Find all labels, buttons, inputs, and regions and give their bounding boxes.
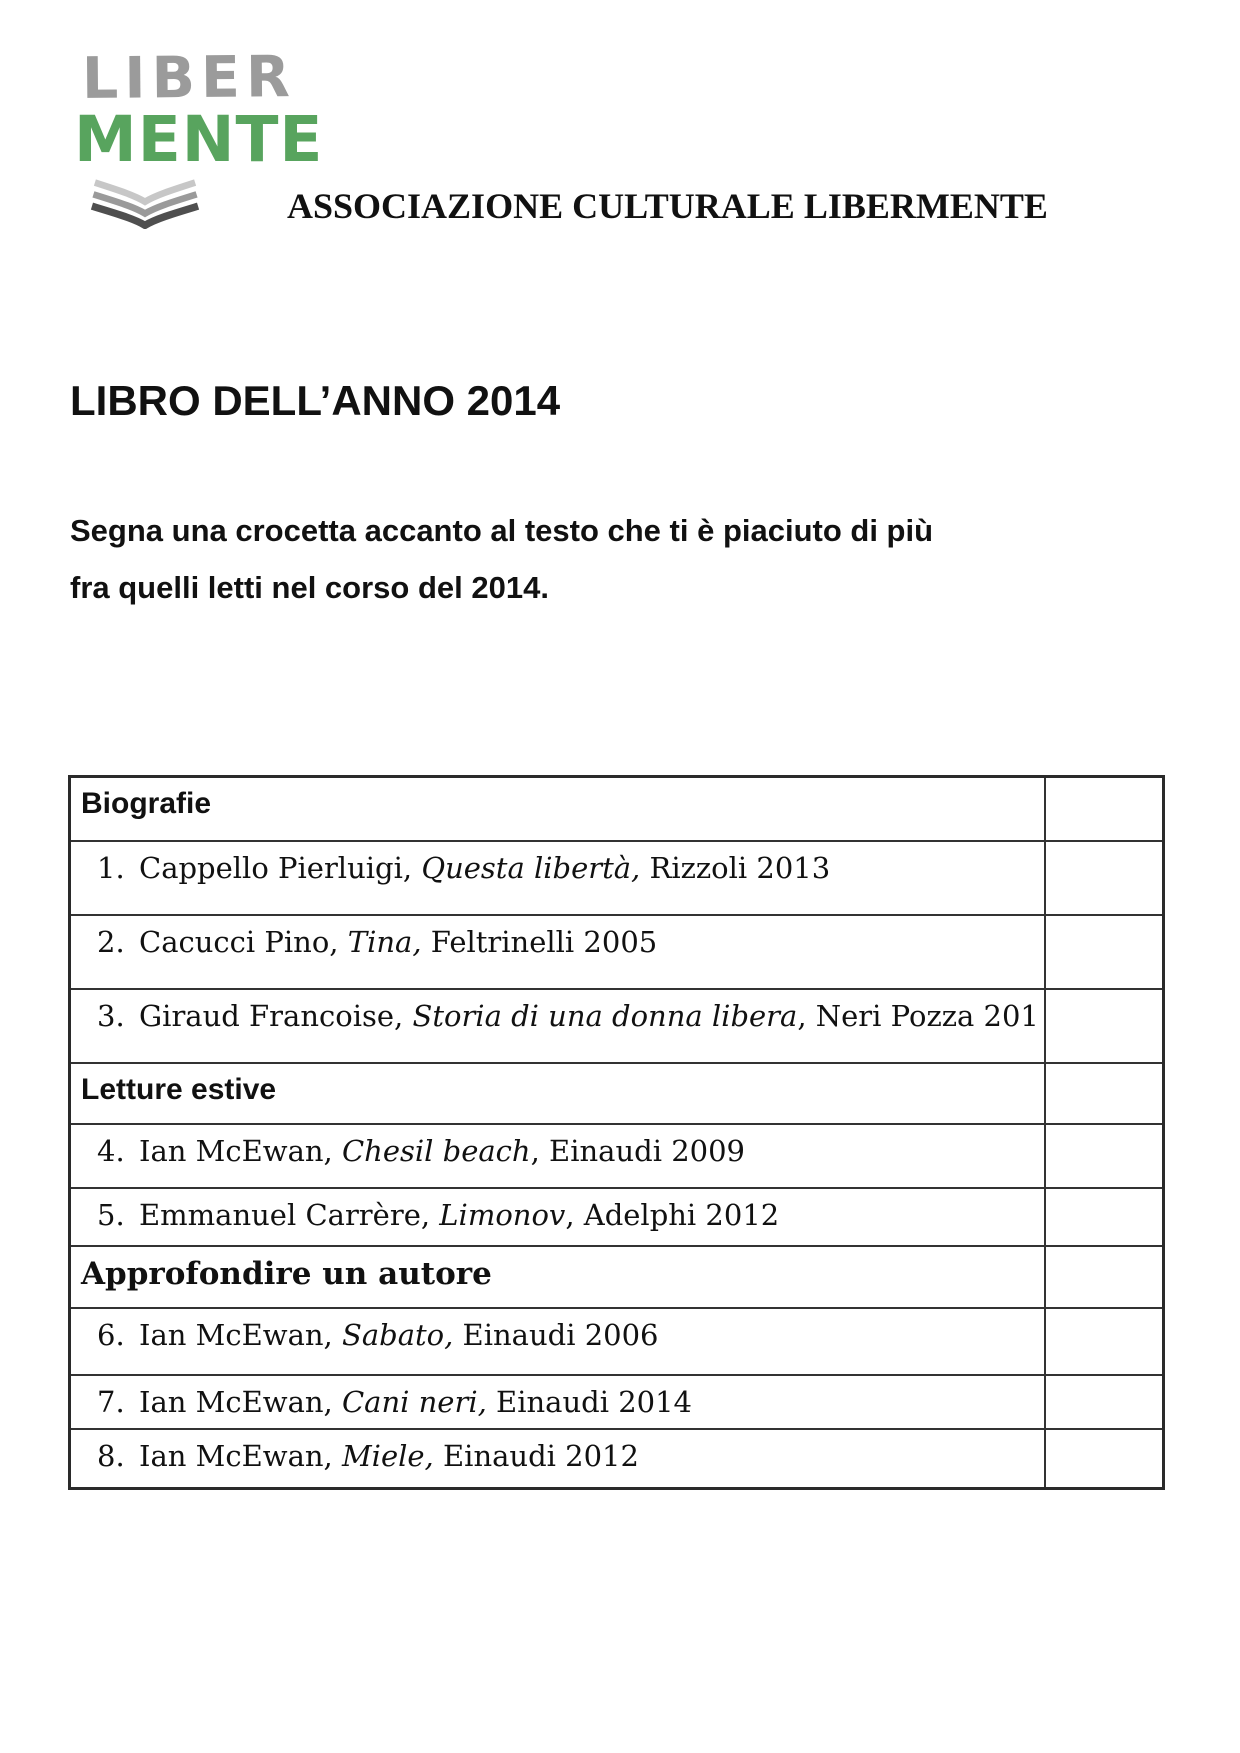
book-text: Einaudi 2006	[453, 1317, 659, 1352]
book-text: Cacucci Pino,	[139, 924, 348, 959]
book-text: , Adelphi 2012	[565, 1197, 780, 1232]
check-cell[interactable]	[1045, 841, 1164, 915]
book-title: Questa libertà,	[421, 850, 641, 885]
open-book-icon	[70, 173, 220, 229]
book-text: Rizzoli 2013	[640, 850, 831, 885]
book-text: Einaudi 2012	[433, 1438, 639, 1473]
book-text: Ian McEwan,	[139, 1317, 342, 1352]
book-title: Chesil beach	[341, 1133, 531, 1168]
instructions	[70, 502, 933, 616]
instructions-line-2: fra quelli letti nel corso del 2014.	[70, 570, 549, 605]
check-cell[interactable]	[1045, 777, 1164, 841]
book-text: Feltrinelli 2005	[421, 924, 658, 959]
check-cell[interactable]	[1045, 1429, 1164, 1489]
book-item-cell	[70, 1308, 1046, 1375]
book-item-cell	[70, 915, 1046, 989]
book-row	[70, 915, 1164, 989]
book-text: Ian McEwan,	[139, 1438, 342, 1473]
item-number: 7.	[97, 1384, 125, 1419]
check-cell[interactable]	[1045, 1063, 1164, 1124]
check-cell[interactable]	[1045, 1124, 1164, 1188]
book-title: Miele,	[341, 1438, 434, 1473]
book-row	[70, 1308, 1164, 1375]
instructions-line-1: Segna una crocetta accanto al testo che ti è piaciuto di più	[70, 513, 934, 548]
book-row	[70, 841, 1164, 915]
item-number: 2.	[97, 924, 125, 959]
book-text: Ian McEwan,	[139, 1133, 342, 1168]
book-text: Cappello Pierluigi,	[139, 850, 422, 885]
check-cell[interactable]	[1045, 989, 1164, 1063]
item-number: 4.	[97, 1133, 125, 1168]
book-text: Einaudi 2014	[486, 1384, 693, 1419]
check-cell[interactable]	[1045, 1308, 1164, 1375]
logo-mente: MENTE	[74, 103, 324, 176]
book-table-body	[70, 777, 1164, 1489]
check-cell[interactable]	[1045, 1375, 1164, 1429]
logo-liber: LIBER	[81, 44, 297, 112]
book-text: Giraud Francoise,	[139, 998, 413, 1033]
book-title: Tina,	[347, 924, 422, 959]
book-selection-table	[68, 775, 1165, 1490]
book-item-cell	[70, 989, 1046, 1063]
item-number: 8.	[97, 1438, 125, 1473]
book-row	[70, 1188, 1164, 1246]
book-row	[70, 989, 1164, 1063]
item-number: 3.	[97, 998, 125, 1033]
check-cell[interactable]	[1045, 1246, 1164, 1308]
book-text: , Neri Pozza 201	[797, 998, 1039, 1033]
book-item-cell	[70, 1375, 1046, 1429]
item-number: 1.	[97, 850, 125, 885]
libermente-logo	[74, 44, 324, 229]
section-row	[70, 1063, 1164, 1124]
section-header-cell: Approfondire un autore	[70, 1246, 1046, 1308]
section-row	[70, 1246, 1164, 1308]
book-title: Limonov	[439, 1197, 566, 1232]
book-text: Emmanuel Carrère,	[139, 1197, 440, 1232]
book-row	[70, 1124, 1164, 1188]
page-title: LIBRO DELL’ANNO 2014	[70, 377, 561, 424]
check-cell[interactable]	[1045, 1188, 1164, 1246]
association-name: ASSOCIAZIONE CULTURALE LIBERMENTE	[287, 186, 1048, 226]
section-header-cell: Biografie	[70, 777, 1046, 841]
item-number: 6.	[97, 1317, 125, 1352]
section-header-cell: Letture estive	[70, 1063, 1046, 1124]
item-number: 5.	[97, 1197, 125, 1232]
section-row	[70, 777, 1164, 841]
book-text: , Einaudi 2009	[530, 1133, 745, 1168]
check-cell[interactable]	[1045, 915, 1164, 989]
book-row	[70, 1429, 1164, 1489]
book-item-cell	[70, 1429, 1046, 1489]
book-title: Storia di una donna libera	[412, 998, 798, 1033]
book-item-cell	[70, 841, 1046, 915]
book-title: Sabato,	[341, 1317, 454, 1352]
book-text: Ian McEwan,	[139, 1384, 342, 1419]
book-item-cell	[70, 1124, 1046, 1188]
book-title: Cani neri,	[341, 1384, 487, 1419]
book-item-cell	[70, 1188, 1046, 1246]
book-row	[70, 1375, 1164, 1429]
